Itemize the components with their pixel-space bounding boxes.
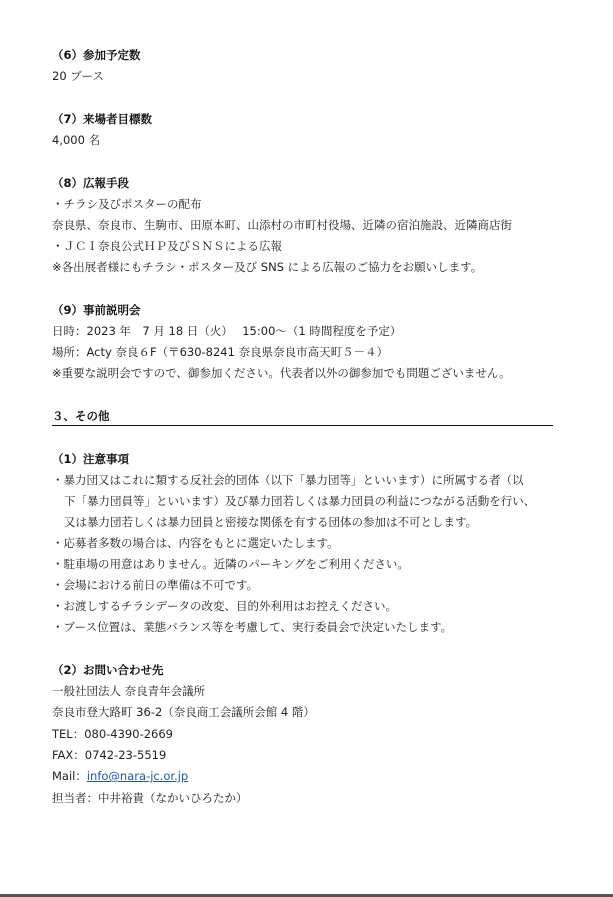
contact-mail-row	[52, 768, 188, 784]
contact-address: 奈良市登大路町 36-2（奈良商工会議所会館 4 階）	[52, 705, 315, 719]
contact-org: 一般社団法人 奈良青年会議所	[52, 684, 206, 698]
visitors-target-value: 4,000 名	[52, 133, 101, 147]
contact-tel: TEL：080-4390-2669	[52, 727, 173, 741]
notes-line: ・暴力団又はこれに類する反社会的団体（以下「暴力団等」といいます）に所属する者（以	[52, 473, 524, 487]
publicity-heading: （8）広報手段	[52, 176, 130, 190]
briefing-note: ※重要な説明会ですので、御参加ください。代表者以外の御参加でも問題ございません。	[52, 366, 511, 380]
notes-line: 下「暴力団員等」といいます）及び暴力団若しくは暴力団員の利益につながる活動を行い、	[64, 494, 536, 508]
contact-fax: FAX：0742-23-5519	[52, 748, 167, 762]
publicity-line: ・ＪＣＩ奈良公式ＨＰ及びＳＮＳによる広報	[52, 239, 282, 253]
notes-line: ・会場における前日の準備は不可です。	[52, 578, 259, 592]
notes-line: 又は暴力団若しくは暴力団員と密接な関係を有する団体の参加は不可とします。	[64, 515, 478, 529]
section-other-title-text: ３、その他	[52, 409, 110, 423]
section-other-title	[52, 408, 553, 426]
notes-line: ・駐車場の用意はありません。近隣のパーキングをご利用ください。	[52, 557, 409, 571]
briefing-heading: （9）事前説明会	[52, 303, 141, 317]
contact-heading: （2）お問い合わせ先	[52, 663, 164, 677]
briefing-venue: 場所：Acty 奈良６F（〒630-8241 奈良県奈良市高天町５－４）	[52, 345, 389, 359]
participants-value: 20 ブース	[52, 69, 104, 83]
publicity-line: ※各出展者様にもチラシ・ポスター及び SNS による広報のご協力をお願いします。	[52, 260, 483, 274]
notes-line: ・ブース位置は、業態バランス等を考慮して、実行委員会で決定いたします。	[52, 620, 453, 634]
visitors-target-heading: （7）来場者目標数	[52, 112, 153, 126]
contact-mail-link[interactable]: info@nara-jc.or.jp	[86, 769, 189, 783]
briefing-datetime: 日時：2023 年 7 月 18 日（火） 15:00～（1 時間程度を予定）	[52, 324, 402, 338]
participants-heading: （6）参加予定数	[52, 48, 141, 62]
notes-line: ・お渡しするチラシデータの改変、目的外利用はお控えください。	[52, 599, 397, 613]
contact-mail-label: Mail：	[52, 769, 87, 783]
contact-person: 担当者：中井裕貴（なかいひろたか）	[52, 791, 248, 805]
notes-line: ・応募者多数の場合は、内容をもとに選定いたします。	[52, 536, 339, 550]
publicity-line: ・チラシ及びポスターの配布	[52, 197, 202, 211]
publicity-line: 奈良県、奈良市、生駒市、田原本町、山添村の市町村役場、近隣の宿泊施設、近隣商店街	[52, 218, 512, 232]
notes-heading: （1）注意事項	[52, 452, 130, 466]
